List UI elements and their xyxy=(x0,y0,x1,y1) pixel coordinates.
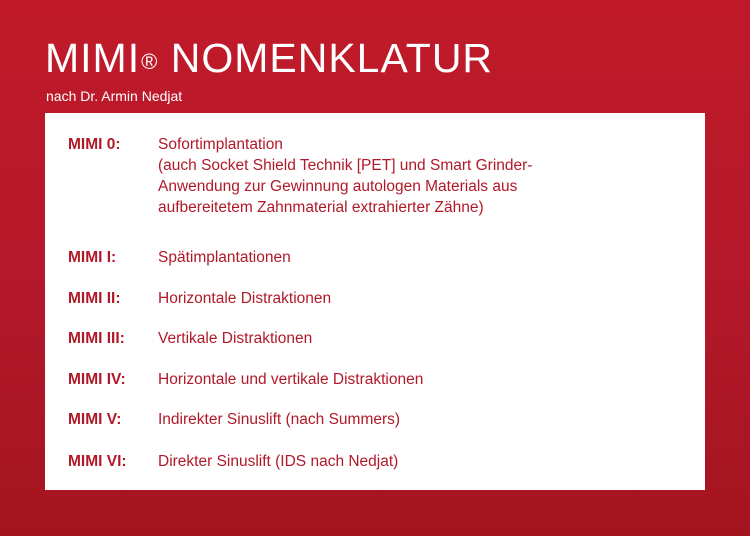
entry-line: Horizontale Distraktionen xyxy=(158,290,332,307)
entry-line: Spätimplantationen xyxy=(158,249,291,266)
entry-description xyxy=(158,409,678,430)
page-title xyxy=(45,34,493,82)
entry-code: MIMI IV: xyxy=(68,371,126,388)
nomenclature-card xyxy=(45,113,705,490)
entry-line: aufbereitetem Zahnmaterial extrahierter Zähne) xyxy=(158,199,484,216)
entry-code: MIMI III: xyxy=(68,330,125,347)
entry-description xyxy=(158,134,678,218)
entry-code: MIMI I: xyxy=(68,249,117,266)
subtitle: nach Dr. Armin Nedjat xyxy=(46,88,183,104)
entry-code: MIMI VI: xyxy=(68,453,127,470)
entry-line: Anwendung zur Gewinnung autologen Materials aus xyxy=(158,178,518,195)
registered-mark: ® xyxy=(141,49,159,74)
entry-description xyxy=(158,247,678,268)
entry-line: (auch Socket Shield Technik [PET] und Smart Grinder- xyxy=(158,157,533,174)
entry-line: Vertikale Distraktionen xyxy=(158,330,313,347)
entry-code: MIMI 0: xyxy=(68,136,121,153)
entry-code: MIMI V: xyxy=(68,411,122,428)
entry-line: Sofortimplantation xyxy=(158,136,283,153)
entry-description xyxy=(158,369,678,390)
title-mimi: MIMI xyxy=(45,35,141,81)
entry-line: Horizontale und vertikale Distraktionen xyxy=(158,371,424,388)
title-nomenklatur: NOMENKLATUR xyxy=(170,35,494,81)
entry-description xyxy=(158,451,678,472)
entry-line: Indirekter Sinuslift (nach Summers) xyxy=(158,411,401,428)
entry-line: Direkter Sinuslift (IDS nach Nedjat) xyxy=(158,453,399,470)
entry-description xyxy=(158,288,678,309)
entry-description xyxy=(158,328,678,349)
entry-code: MIMI II: xyxy=(68,290,121,307)
